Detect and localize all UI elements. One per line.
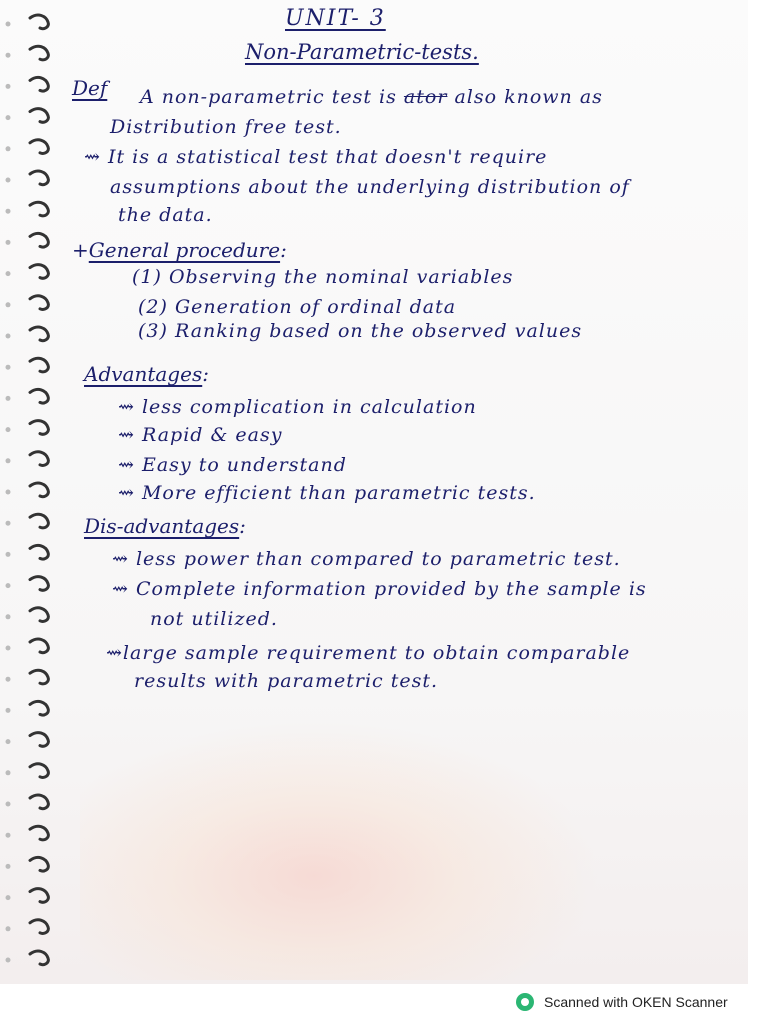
spiral-ring	[30, 171, 48, 185]
arrow-bullet-icon: ⇝	[118, 454, 142, 476]
punch-hole	[6, 271, 11, 276]
punch-hole	[6, 209, 11, 214]
disadvantage-item: ⇝ less power than compared to parametric test.	[112, 548, 621, 570]
spiral-ring	[30, 951, 48, 965]
disadvantage-item: ⇝large sample requirement to obtain comparable	[106, 642, 631, 664]
spiral-ring	[30, 109, 48, 123]
punch-hole	[6, 240, 11, 245]
spiral-ring	[30, 327, 48, 341]
punch-hole	[6, 427, 11, 432]
definition-bullet-line-2: assumptions about the underlying distribution of	[110, 176, 630, 198]
spiral-ring	[30, 608, 48, 622]
scanner-text: Scanned with OKEN Scanner	[544, 994, 728, 1010]
punch-hole	[6, 926, 11, 931]
page-title: Non-Parametric-tests.	[245, 40, 479, 64]
procedure-heading: +General procedure:	[72, 238, 287, 262]
definition-line-1: A non-parametric test is ator also known as	[140, 86, 603, 108]
spiral-ring	[30, 77, 48, 91]
punch-hole	[6, 521, 11, 526]
arrow-bullet-icon: ⇝	[118, 424, 142, 446]
spiral-ring	[30, 670, 48, 684]
punch-hole	[6, 115, 11, 120]
procedure-item: (2) Generation of ordinal data	[138, 296, 457, 318]
spiral-ring	[30, 764, 48, 778]
punch-hole	[6, 490, 11, 495]
struck-word: ator	[403, 86, 448, 108]
punch-hole	[6, 146, 11, 151]
punch-hole	[6, 802, 11, 807]
disadvantage-item-continued: not utilized.	[150, 608, 278, 630]
spiral-ring	[30, 452, 48, 466]
arrow-bullet-icon: ⇝	[84, 146, 108, 168]
punch-hole	[6, 770, 11, 775]
spiral-ring	[30, 545, 48, 559]
arrow-bullet-icon: ⇝	[112, 548, 136, 570]
arrow-bullet-icon: ⇝	[112, 578, 136, 600]
unit-title: UNIT- 3	[285, 6, 386, 31]
spiral-ring	[30, 296, 48, 310]
scanner-logo-icon	[516, 993, 534, 1011]
punch-hole	[6, 302, 11, 307]
spiral-ring	[30, 701, 48, 715]
spiral-ring	[30, 265, 48, 279]
arrow-bullet-icon: ⇝	[118, 482, 142, 504]
spiral-ring	[30, 421, 48, 435]
punch-hole	[6, 178, 11, 183]
punch-hole	[6, 458, 11, 463]
spiral-ring	[30, 358, 48, 372]
advantage-item: ⇝ Easy to understand	[118, 454, 347, 476]
spiral-ring	[30, 826, 48, 840]
spiral-ring	[30, 795, 48, 809]
definition-line-2: Distribution free test.	[110, 116, 342, 138]
advantages-heading: Advantages:	[84, 362, 209, 386]
disadvantage-item: ⇝ Complete information provided by the sample is	[112, 578, 647, 600]
spiral-ring	[30, 857, 48, 871]
advantage-item: ⇝ less complication in calculation	[118, 396, 477, 418]
spiral-binding	[0, 0, 60, 984]
punch-hole	[6, 739, 11, 744]
spiral-ring	[30, 233, 48, 247]
arrow-bullet-icon: ⇝	[106, 642, 123, 664]
punch-hole	[6, 864, 11, 869]
disadvantages-heading: Dis-advantages:	[84, 514, 246, 538]
advantage-item: ⇝ Rapid & easy	[118, 424, 283, 446]
spiral-ring	[30, 483, 48, 497]
spiral-ring	[30, 577, 48, 591]
punch-hole	[6, 22, 11, 27]
spiral-ring	[30, 920, 48, 934]
punch-hole	[6, 614, 11, 619]
punch-hole	[6, 646, 11, 651]
spiral-ring	[30, 15, 48, 29]
advantage-item: ⇝ More efficient than parametric tests.	[118, 482, 536, 504]
procedure-item: (1) Observing the nominal variables	[132, 266, 514, 288]
paper-stain	[80, 720, 600, 980]
punch-hole	[6, 84, 11, 89]
punch-hole	[6, 365, 11, 370]
definition-bullet-line-3: the data.	[118, 204, 213, 226]
spiral-ring	[30, 389, 48, 403]
procedure-item: (3) Ranking based on the observed values	[138, 320, 583, 342]
spiral-ring	[30, 514, 48, 528]
punch-hole	[6, 677, 11, 682]
spiral-ring	[30, 639, 48, 653]
spiral-ring	[30, 889, 48, 903]
spiral-ring	[30, 46, 48, 60]
punch-hole	[6, 334, 11, 339]
punch-hole	[6, 833, 11, 838]
punch-hole	[6, 396, 11, 401]
definition-label: Def	[72, 76, 108, 100]
punch-hole	[6, 708, 11, 713]
definition-bullet-line-1: ⇝ It is a statistical test that doesn't require	[84, 146, 548, 168]
scanner-watermark	[516, 990, 728, 1014]
arrow-bullet-icon: ⇝	[118, 396, 142, 418]
punch-hole	[6, 583, 11, 588]
punch-hole	[6, 958, 11, 963]
punch-hole	[6, 895, 11, 900]
spiral-ring	[30, 733, 48, 747]
disadvantage-item-continued: results with parametric test.	[134, 670, 439, 692]
punch-hole	[6, 53, 11, 58]
spiral-ring	[30, 202, 48, 216]
punch-hole	[6, 552, 11, 557]
spiral-ring	[30, 140, 48, 154]
